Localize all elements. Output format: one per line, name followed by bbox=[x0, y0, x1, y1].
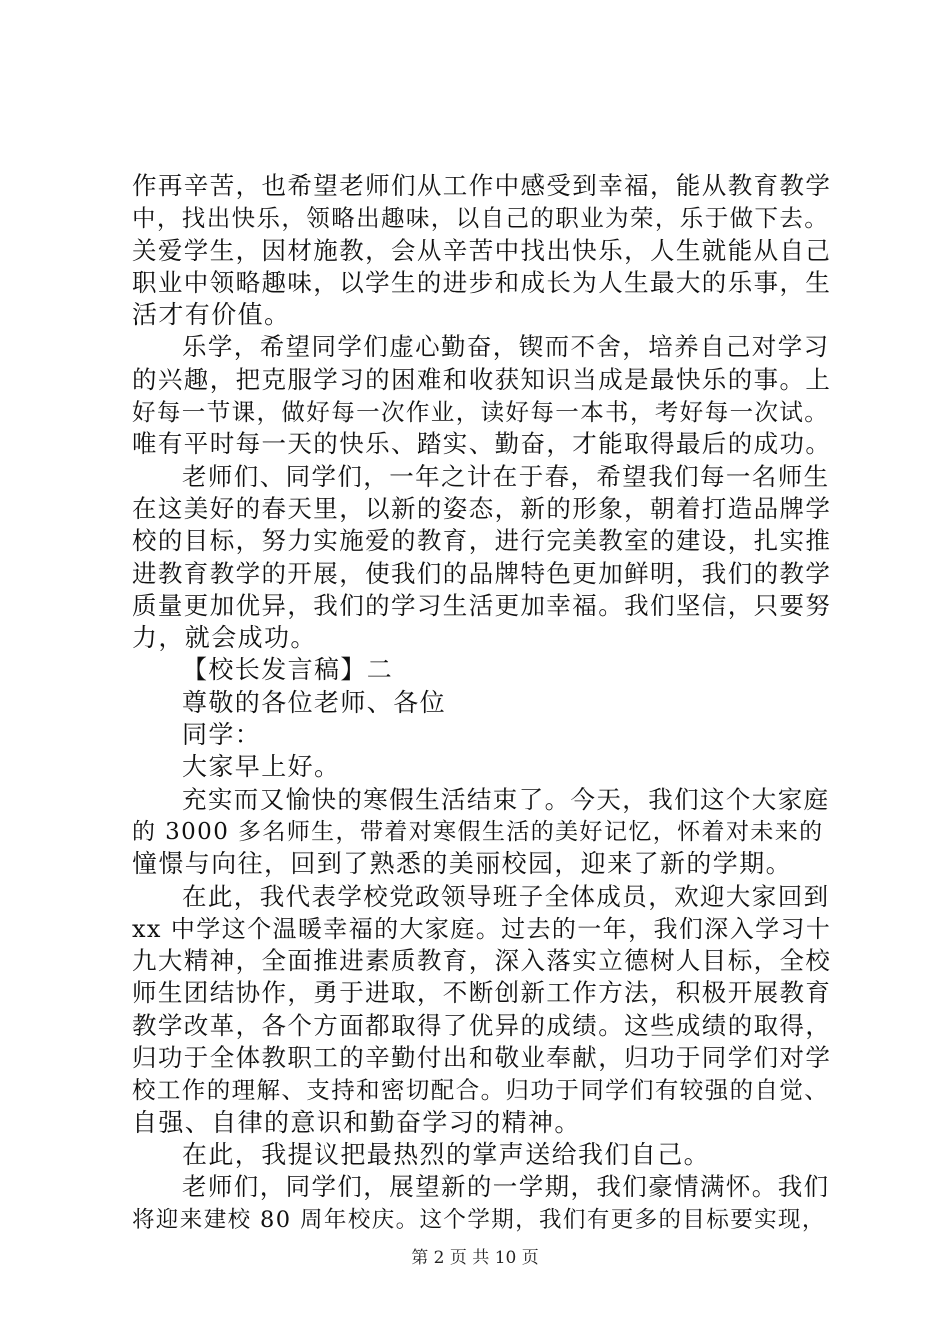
text-line: 质量更加优异，我们的学习生活更加幸福。我们坚信，只要努 bbox=[132, 590, 832, 620]
text-line: 充实而又愉快的寒假生活结束了。今天，我们这个大家庭 bbox=[182, 784, 830, 814]
page-footer: 第 2 页 共 10 页 bbox=[411, 1248, 539, 1268]
text-line: 自强、自律的意识和勤奋学习的精神。 bbox=[132, 1107, 581, 1137]
text-line: 校的目标，努力实施爱的教育，进行完美教室的建设，扎实推 bbox=[132, 526, 832, 556]
text-line: 九大精神，全面推进素质教育，深入落实立德树人目标，全校 bbox=[132, 946, 832, 976]
text-line: 校工作的理解、支持和密切配合。归功于同学们有较强的自觉、 bbox=[132, 1076, 830, 1105]
text-line: 同学： bbox=[182, 720, 262, 750]
text-line: 大家早上好。 bbox=[182, 752, 341, 782]
text-line: 老师们，同学们，展望新的一学期，我们豪情满怀。我们 bbox=[182, 1172, 830, 1202]
text-line: 进教育教学的开展，使我们的品牌特色更加鲜明，我们的教学 bbox=[132, 558, 832, 588]
text-line: 归功于全体教职工的辛勤付出和敬业奉献，归功于同学们对学 bbox=[132, 1043, 832, 1073]
text-line: xx 中学这个温暖幸福的大家庭。过去的一年，我们深入学习十 bbox=[132, 914, 832, 943]
text-line: 尊敬的各位老师、各位 bbox=[182, 687, 447, 717]
text-line: 在此，我提议把最热烈的掌声送给我们自己。 bbox=[182, 1139, 711, 1169]
text-line: 好每一节课，做好每一次作业，读好每一本书，考好每一次试。 bbox=[132, 398, 830, 427]
document-body bbox=[132, 170, 832, 1236]
text-line: 老师们、同学们，一年之计在于春，希望我们每一名师生 bbox=[182, 461, 830, 491]
text-line: 在这美好的春天里，以新的姿态，新的形象，朝着打造品牌学 bbox=[132, 493, 832, 523]
text-line: 师生团结协作，勇于进取，不断创新工作方法，积极开展教育 bbox=[132, 978, 832, 1008]
text-line: 唯有平时每一天的快乐、踏实、勤奋，才能取得最后的成功。 bbox=[132, 429, 832, 459]
text-line: 作再辛苦，也希望老师们从工作中感受到幸福，能从教育教学 bbox=[132, 171, 832, 200]
text-line: 的 3000 多名师生，带着对寒假生活的美好记忆，怀着对未来的 bbox=[132, 818, 824, 845]
text-line: 力，就会成功。 bbox=[132, 623, 317, 653]
text-line: 在此，我代表学校党政领导班子全体成员，欢迎大家回到 bbox=[182, 881, 830, 911]
text-line: 活才有价值。 bbox=[132, 300, 291, 330]
text-line: 将迎来建校 80 周年校庆。这个学期，我们有更多的目标要实现， bbox=[132, 1206, 826, 1233]
text-line: 教学改革，各个方面都取得了优异的成绩。这些成绩的取得， bbox=[132, 1010, 832, 1040]
text-line: 关爱学生，因材施教，会从辛苦中找出快乐，人生就能从自己 bbox=[132, 235, 832, 265]
text-line: 憧憬与向往，回到了熟悉的美丽校园，迎来了新的学期。 bbox=[132, 849, 793, 879]
text-line: 【校长发言稿】二 bbox=[182, 655, 394, 685]
text-line: 乐学，希望同学们虚心勤奋，锲而不舍，培养自己对学习 bbox=[182, 332, 830, 362]
text-line: 的兴趣，把克服学习的困难和收获知识当成是最快乐的事。上 bbox=[132, 364, 832, 394]
text-line: 中，找出快乐，领略出趣味，以自己的职业为荣，乐于做下去。 bbox=[132, 204, 830, 233]
text-line: 职业中领略趣味，以学生的进步和成长为人生最大的乐事，生 bbox=[132, 267, 832, 297]
